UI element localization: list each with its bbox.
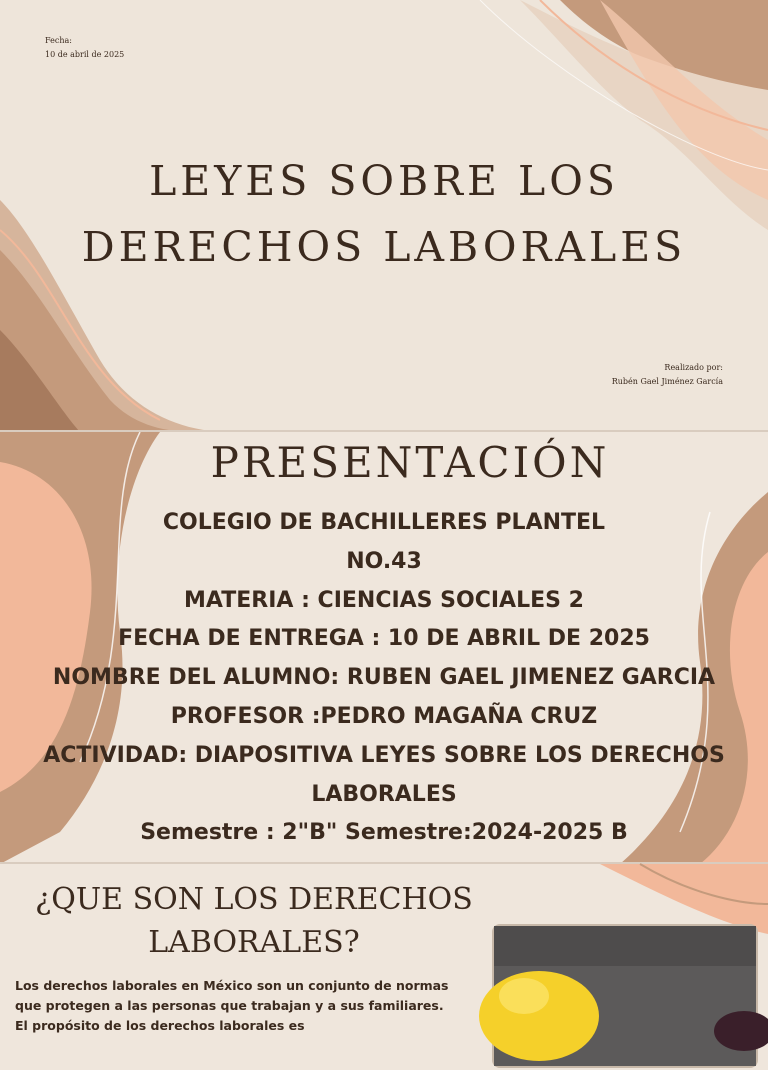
question-title-line-1: ¿QUE SON LOS DERECHOS <box>35 882 473 917</box>
title-line-1: LEYES SOBRE LOS <box>149 157 619 205</box>
info-line: LABORALES <box>311 781 457 807</box>
presentation-slide <box>0 432 768 864</box>
definition-line-3: El propósito de los derechos laborales es <box>15 1018 305 1033</box>
definition-line-1: Los derechos laborales en México son un conjunto de normas <box>15 978 449 993</box>
info-line: MATERIA : CIENCIAS SOCIALES 2 <box>184 587 584 613</box>
section-title: PRESENTACIÓN <box>210 438 610 487</box>
question-title <box>0 878 508 964</box>
info-line: FECHA DE ENTREGA : 10 DE ABRIL DE 2025 <box>118 626 650 652</box>
title-line-2: DERECHOS LABORALES <box>81 223 687 271</box>
title-slide <box>0 0 768 432</box>
info-line: NO.43 <box>346 548 422 574</box>
date-block <box>45 34 124 62</box>
date-label: Fecha: <box>45 36 72 45</box>
definition-slide <box>0 864 768 1033</box>
author-label: Realizado por: <box>664 363 723 372</box>
helmet-image <box>494 926 756 1066</box>
author-block <box>612 361 723 389</box>
presentation-info <box>0 504 768 853</box>
date-value: 10 de abril de 2025 <box>45 50 125 59</box>
author-name: Rubén Gael Jiménez García <box>611 377 723 386</box>
info-line: COLEGIO DE BACHILLERES PLANTEL <box>162 510 606 535</box>
info-line: PROFESOR :PEDRO MAGAÑA CRUZ <box>170 703 598 729</box>
question-title-line-2: LABORALES? <box>148 925 360 960</box>
info-line: NOMBRE DEL ALUMNO: RUBEN GAEL JIMENEZ GARCIA <box>52 665 716 691</box>
workers-photo <box>492 924 758 1068</box>
info-line: Semestre : 2"B" Semestre:2024-2025 B <box>140 820 628 846</box>
definition-line-2: que protegen a las personas que trabajan y a sus familiares. <box>15 998 444 1013</box>
slide-divider <box>0 430 768 432</box>
presentation-title <box>0 148 768 280</box>
definition-text <box>15 976 485 1036</box>
info-line: ACTIVIDAD: DIAPOSITIVA LEYES SOBRE LOS DERECHOS <box>43 742 725 768</box>
